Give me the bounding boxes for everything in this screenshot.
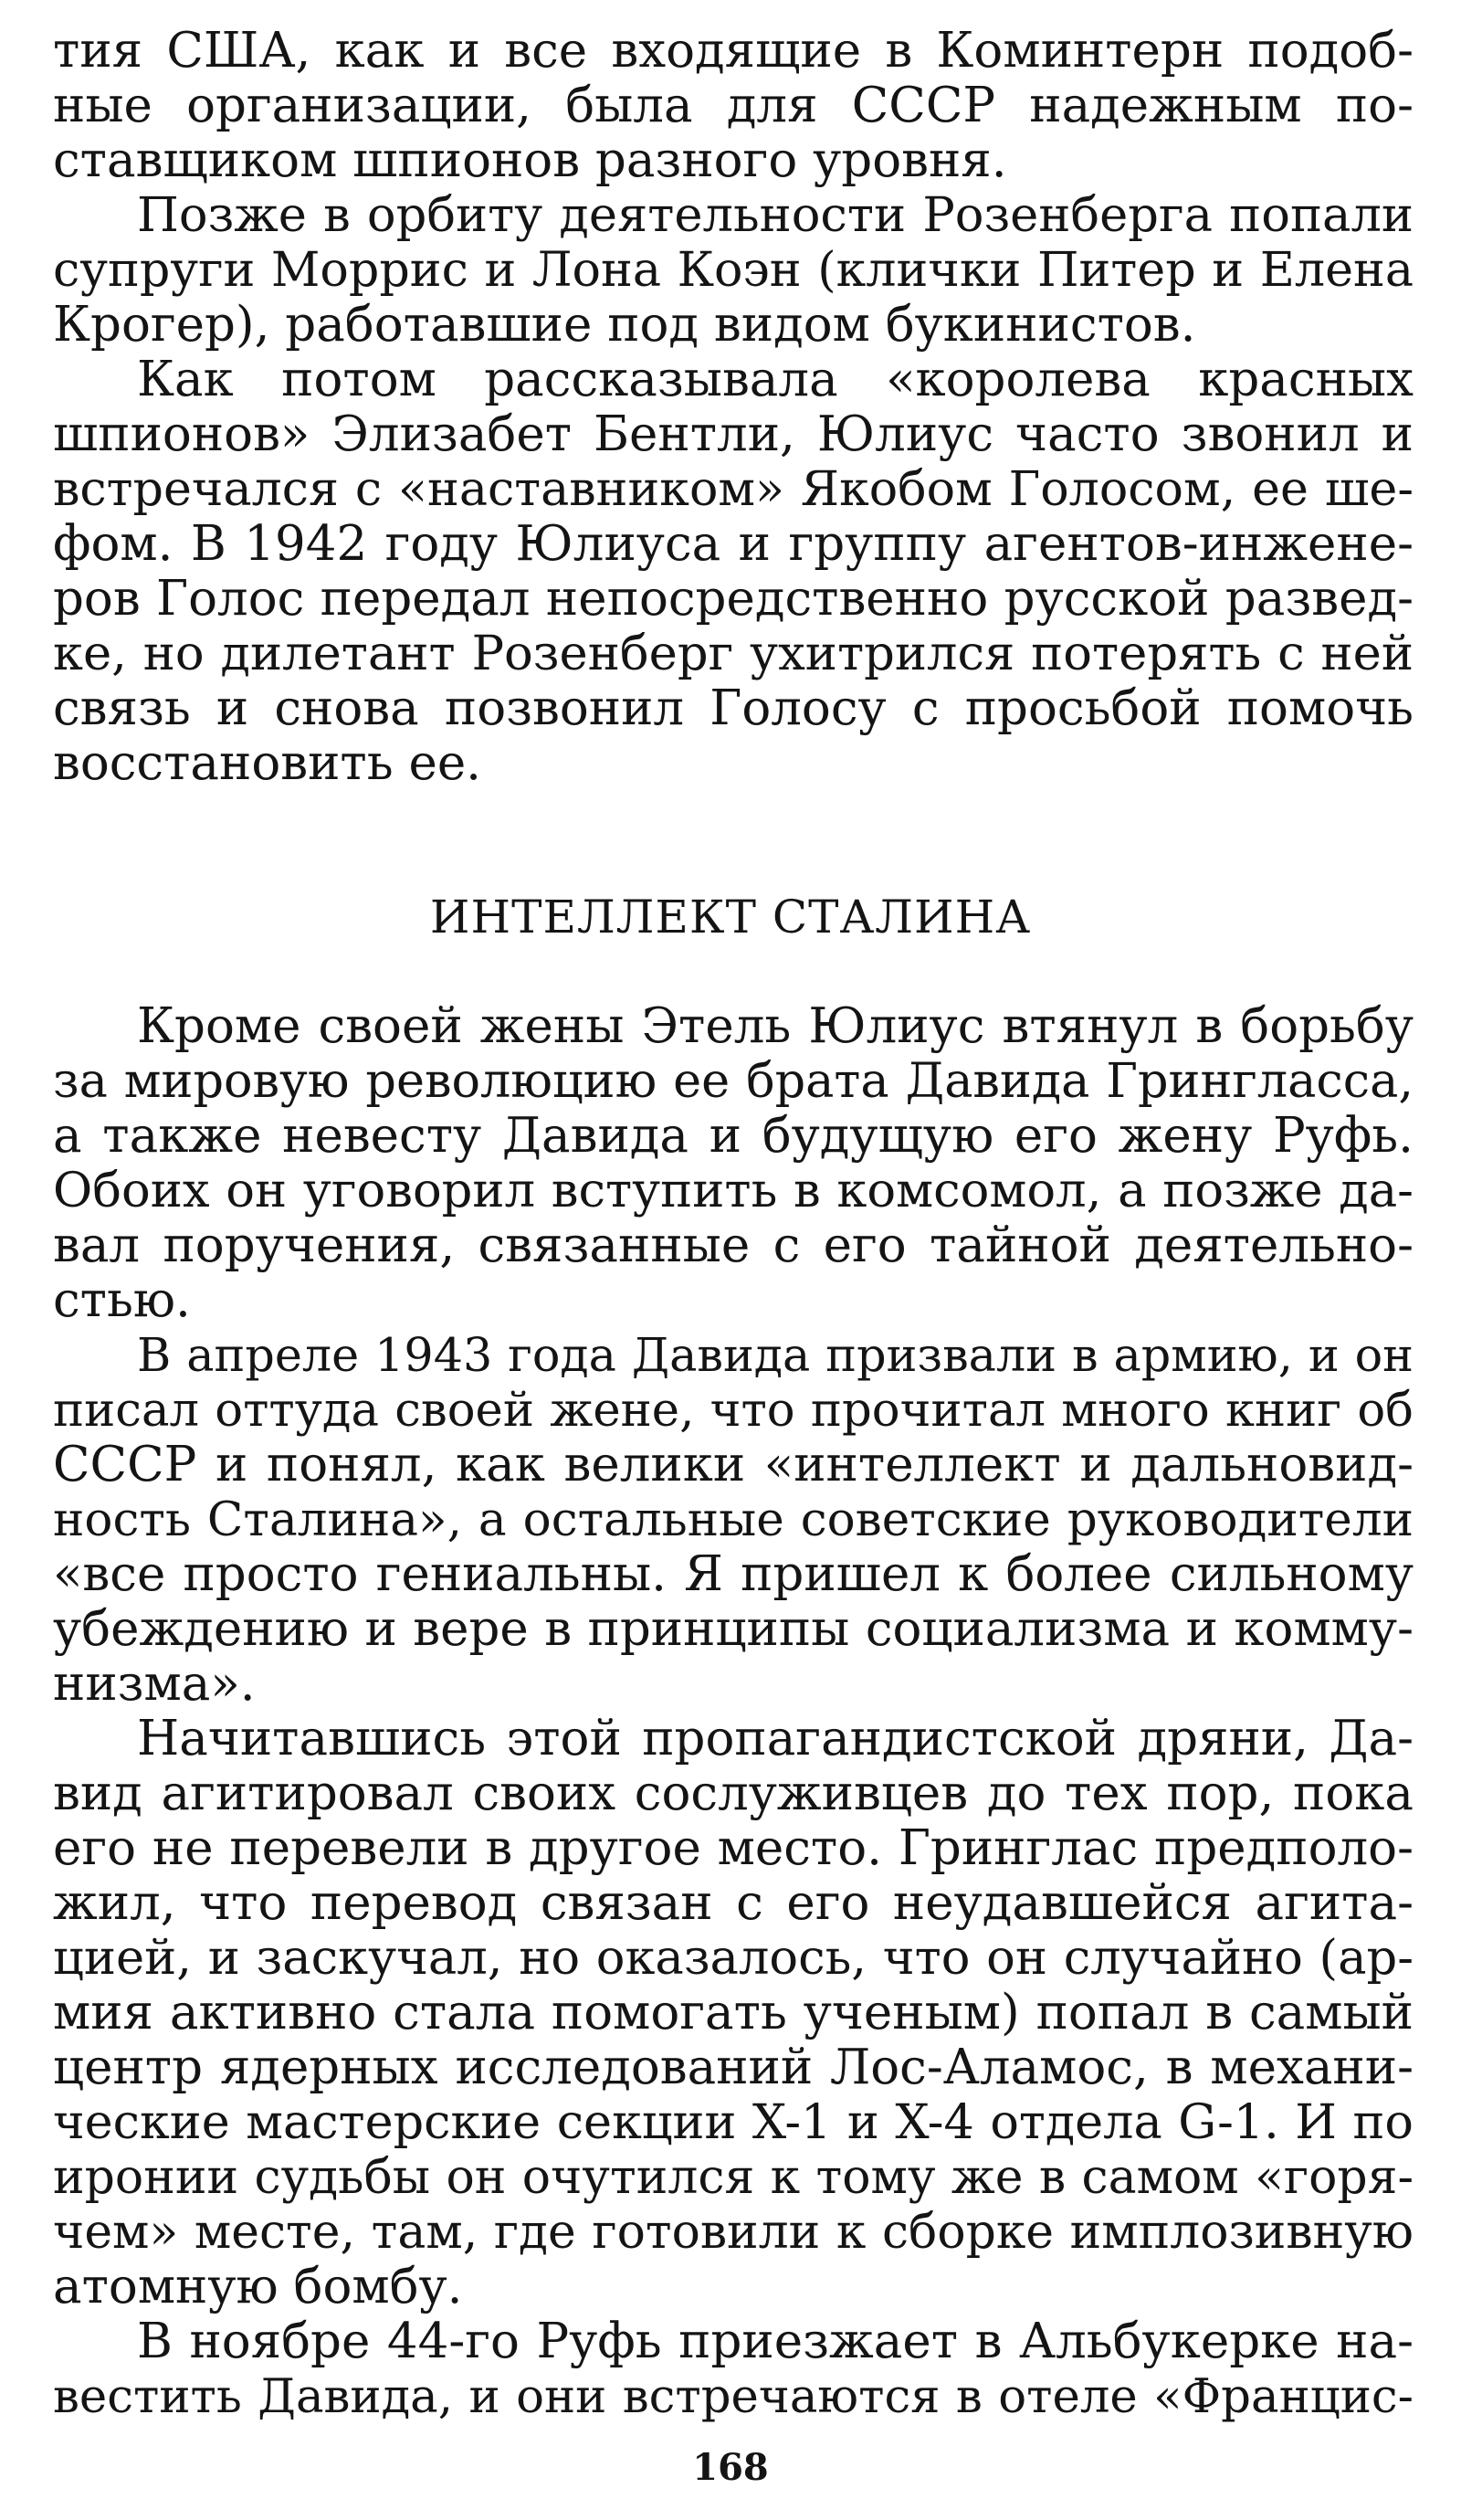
text-line: вал поручения, связанные с его тайной деятельно- xyxy=(53,1218,1414,1273)
text-line: Как потом рассказывала «королева красных xyxy=(137,352,1414,407)
text-line: вестить Давида, и они встречаются в отеле «Францис- xyxy=(53,2369,1414,2424)
text-line: «все просто гениальны. Я пришел к более сильному xyxy=(53,1546,1414,1602)
text-line: Крогер), работавшие под видом букинистов. xyxy=(53,297,1196,353)
paragraph xyxy=(53,1328,1414,1712)
text-line: ные организации, была для СССР надежным по- xyxy=(53,78,1414,133)
paragraph xyxy=(53,353,1414,791)
text-line: В ноябре 44-го Руфь приезжает в Альбукерке на- xyxy=(137,2314,1414,2369)
text-line: вид агитировал своих сослуживцев до тех пор, пока xyxy=(53,1766,1414,1821)
text-line: Кроме своей жены Этель Юлиус втянул в борьбу xyxy=(137,998,1414,1054)
text-line: фом. В 1942 году Юлиуса и группу агентов-инжене- xyxy=(53,516,1414,572)
text-line: центр ядерных исследований Лос-Аламос, в механи- xyxy=(53,2040,1414,2095)
text-line: за мировую революцию ее брата Давида Грингласса, xyxy=(53,1053,1414,1109)
text-line: связь и снова позвонил Голосу с просьбой помочь xyxy=(53,680,1414,736)
paragraph xyxy=(53,188,1414,353)
text-line: шпионов» Элизабет Бентли, Юлиус часто звонил и xyxy=(53,406,1414,462)
text-line: а также невесту Давида и будущую его жену Руфь. xyxy=(53,1108,1414,1164)
text-line: ров Голос передал непосредственно русской развед- xyxy=(53,571,1414,627)
text-block-top xyxy=(53,24,1414,791)
paragraph xyxy=(53,2314,1414,2424)
text-line: жил, что перевод связан с его неудавшейся агита- xyxy=(53,1875,1414,1931)
text-line: супруги Моррис и Лона Коэн (клички Питер и Елена xyxy=(53,242,1414,298)
text-line: Позже в орбиту деятельности Розенберга попали xyxy=(137,187,1414,243)
text-line: стью. xyxy=(53,1272,191,1328)
text-line: цией, и заскучал, но оказалось, что он случайно (ар- xyxy=(53,1930,1414,1986)
section-heading: ИНТЕЛЛЕКТ СТАЛИНА xyxy=(429,891,1032,944)
text-line: чем» месте, там, где готовили к сборке имплозивную xyxy=(53,2205,1414,2260)
paragraph xyxy=(53,1712,1414,2314)
text-line: его не перевели в другое место. Гринглас предполо- xyxy=(53,1820,1414,1876)
text-line: ность Сталина», а остальные советские руководители xyxy=(53,1492,1414,1547)
text-line: СССР и понял, как велики «интеллект и дальновид- xyxy=(53,1437,1414,1492)
text-line: мия активно стала помогать ученым) попал в самый xyxy=(53,1985,1414,2040)
text-line: Обоих он уговорил вступить в комсомол, а позже да- xyxy=(53,1163,1414,1218)
text-line: восстановить ее. xyxy=(53,735,482,791)
text-line: ке, но дилетант Розенберг ухитрился потерять с ней xyxy=(53,626,1414,681)
text-line: ческие мастерские секции X-1 и X-4 отдела G-1. И по xyxy=(53,2094,1414,2150)
text-line: писал оттуда своей жене, что прочитал много книг об xyxy=(53,1383,1414,1438)
text-line: низма». xyxy=(53,1656,256,1712)
text-line: Начитавшись этой пропагандистской дряни, Да- xyxy=(137,1711,1414,1766)
text-line: иронии судьбы он очутился к тому же в самом «горя- xyxy=(53,2150,1414,2205)
text-line: атомную бомбу. xyxy=(53,2259,463,2314)
text-line: тия США, как и все входящие в Коминтерн подоб- xyxy=(53,23,1414,79)
paragraph xyxy=(53,999,1414,1328)
text-block-bottom xyxy=(53,999,1414,2424)
paragraph-continued xyxy=(53,24,1414,188)
text-line: В апреле 1943 года Давида призвали в армию, и он xyxy=(137,1328,1414,1382)
text-line: встречался с «наставником» Якобом Голосом, ее ше- xyxy=(53,462,1414,517)
text-line: убеждению и вере в принципы социализма и комму- xyxy=(53,1601,1414,1657)
text-line: ставщиком шпионов разного уровня. xyxy=(53,132,1007,188)
page-number: 168 xyxy=(692,2446,769,2489)
